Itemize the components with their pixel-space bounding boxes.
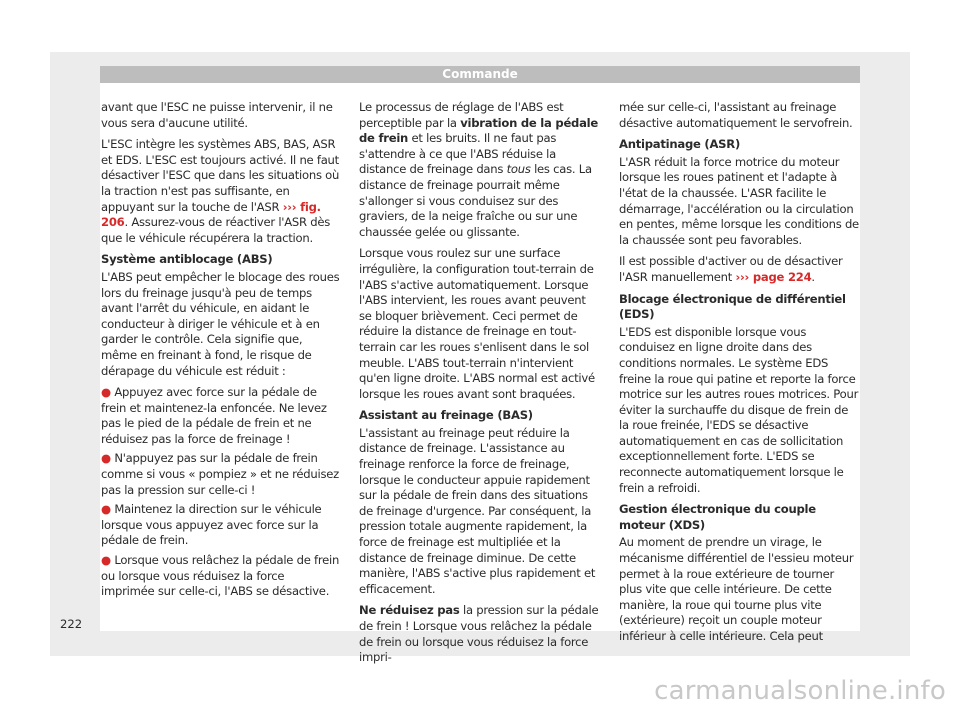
section-header: Commande bbox=[100, 66, 860, 83]
heading-bas: Assistant au freinage (BAS) bbox=[359, 408, 533, 423]
list-item: ● Maintenez la direction sur le véhicule lorsque vous appuyez avec force sur la pédale de frein. bbox=[101, 502, 322, 548]
column-2 bbox=[359, 100, 599, 666]
heading-xds: Gestion électronique du couple moteur (XDS) bbox=[619, 502, 816, 532]
bullet-icon: ● bbox=[101, 553, 111, 568]
bullet-icon: ● bbox=[101, 451, 111, 466]
paragraph: mée sur celle-ci, l'assistant au freinage désactive automatiquement le servofrein. bbox=[619, 100, 853, 130]
paragraph: Ne réduisez pas la pression sur la pédale de frein ! Lorsque vous relâchez la pédale de frein ou lorsque vous réduisez la force impri- bbox=[359, 603, 599, 665]
watermark: carmanualsonline.info bbox=[654, 676, 946, 706]
column-3 bbox=[619, 100, 859, 645]
paragraph: L'ABS peut empêcher le blocage des roues lors du freinage jusqu'à peu de temps avant l'arrêt du véhicule, en aidant le conducteur à diriger le véhicule et à en garder le contrôle. Cela signifie que, même en freinant à fond, le risque de dérapage du véhicule est réduit : bbox=[101, 269, 340, 378]
paragraph: Il est possible d'activer ou de désactiver l'ASR manuellement ››› page 224. bbox=[619, 254, 843, 284]
paragraph: L'ESC intègre les systèmes ABS, BAS, ASR et EDS. L'ESC est toujours activé. Il ne faut désactiver l'ESC que dans les situations où la traction n'est pas suffisante, en appuyant sur la touche de l'ASR ››› fig. 206. Assurez-vous de réactiver l'ASR dès que le véhicule récupérera la traction. bbox=[101, 137, 340, 245]
figure-link[interactable]: ››› fig. 206 bbox=[101, 199, 321, 230]
list-item: ● N'appuyez pas sur la pédale de frein comme si vous « pompiez » et ne réduisez pas la pression sur celle-ci ! bbox=[101, 451, 339, 497]
bullet-list bbox=[101, 385, 341, 600]
bullet-icon: ● bbox=[101, 502, 111, 517]
paragraph: L'ASR réduit la force motrice du moteur lorsque les roues patinent et l'adapte à l'état de la chaussée. L'ASR facilite le démarrage, l'accélération ou la circulation en pentes, même lorsque les conditions de la chaussée sont peu favorables. bbox=[619, 154, 859, 247]
paragraph: Au moment de prendre un virage, le mécanisme différentiel de l'essieu moteur permet à la roue extérieure de tourner plus vite que celle intérieure. De cette manière, la roue qui tourne plus vite (extérieure) reçoit un couple moteur inférieur à celle intérieure. Cela peut bbox=[619, 535, 854, 643]
page-link[interactable]: ››› page 224 bbox=[735, 269, 812, 284]
list-item: ● Appuyez avec force sur la pédale de frein et maintenez-la enfoncée. Ne levez pas le pied de la pédale de frein et ne réduisez pas la force de freinage ! bbox=[101, 385, 327, 446]
paragraph: avant que l'ESC ne puisse intervenir, il ne vous sera d'aucune utilité. bbox=[101, 100, 333, 130]
heading-asr: Antipatinage (ASR) bbox=[619, 137, 741, 152]
bullet-icon: ● bbox=[101, 385, 111, 400]
heading-abs: Système antiblocage (ABS) bbox=[101, 252, 273, 267]
paragraph: Le processus de réglage de l'ABS est perceptible par la vibration de la pédale de frein et les bruits. Il ne faut pas s'attendre à ce que l'ABS réduise la distance de freinage dans tous les cas. La distance de freinage pourrait même s'allonger si vous conduisez sur des graviers, de la neige fraîche ou sur une chaussée gelée ou glissante. bbox=[359, 100, 599, 239]
heading-eds: Blocage électronique de différentiel (EDS) bbox=[619, 291, 846, 322]
paragraph: Lorsque vous roulez sur une surface irrégulière, la configuration tout-terrain de l'ABS s'active automatiquement. Lorsque l'ABS intervient, les roues avant peuvent se bloquer brièvement. Ceci permet de réduire la distance de freinage en tout-terrain car les roues s'enlisent dans le sol meuble. L'ABS tout-terrain n'intervient qu'en ligne droite. L'ABS normal est activé lorsque les roues avant sont braquées. bbox=[359, 246, 595, 401]
column-1 bbox=[101, 100, 341, 604]
list-item: ● Lorsque vous relâchez la pédale de frein ou lorsque vous réduisez la force imprimée sur celle-ci, l'ABS se désactive. bbox=[101, 553, 340, 599]
page-number: 222 bbox=[60, 617, 83, 631]
paragraph: L'assistant au freinage peut réduire la distance de freinage. L'assistance au freinage renforce la force de freinage, lorsque le conducteur appuie rapidement sur la pédale de frein dans des situations de freinage d'urgence. Par conséquent, la pression totale augmente rapidement, la force de freinage est multipliée et la distance de freinage diminue. De cette manière, l'ABS s'active plus rapidement et efficacement. bbox=[359, 425, 596, 596]
paragraph: L'EDS est disponible lorsque vous conduisez en ligne droite dans des conditions normales. Le système EDS freine la roue qui patine et reporte la force motrice sur les autres roues motrices. Pour éviter la surchauffe du disque de frein de la roue freinée, l'EDS se désactive automatiquement en cas de sollicitation exceptionnellement forte. L'EDS se reconnecte automatiquement lorsque le frein a refroidi. bbox=[619, 324, 859, 495]
